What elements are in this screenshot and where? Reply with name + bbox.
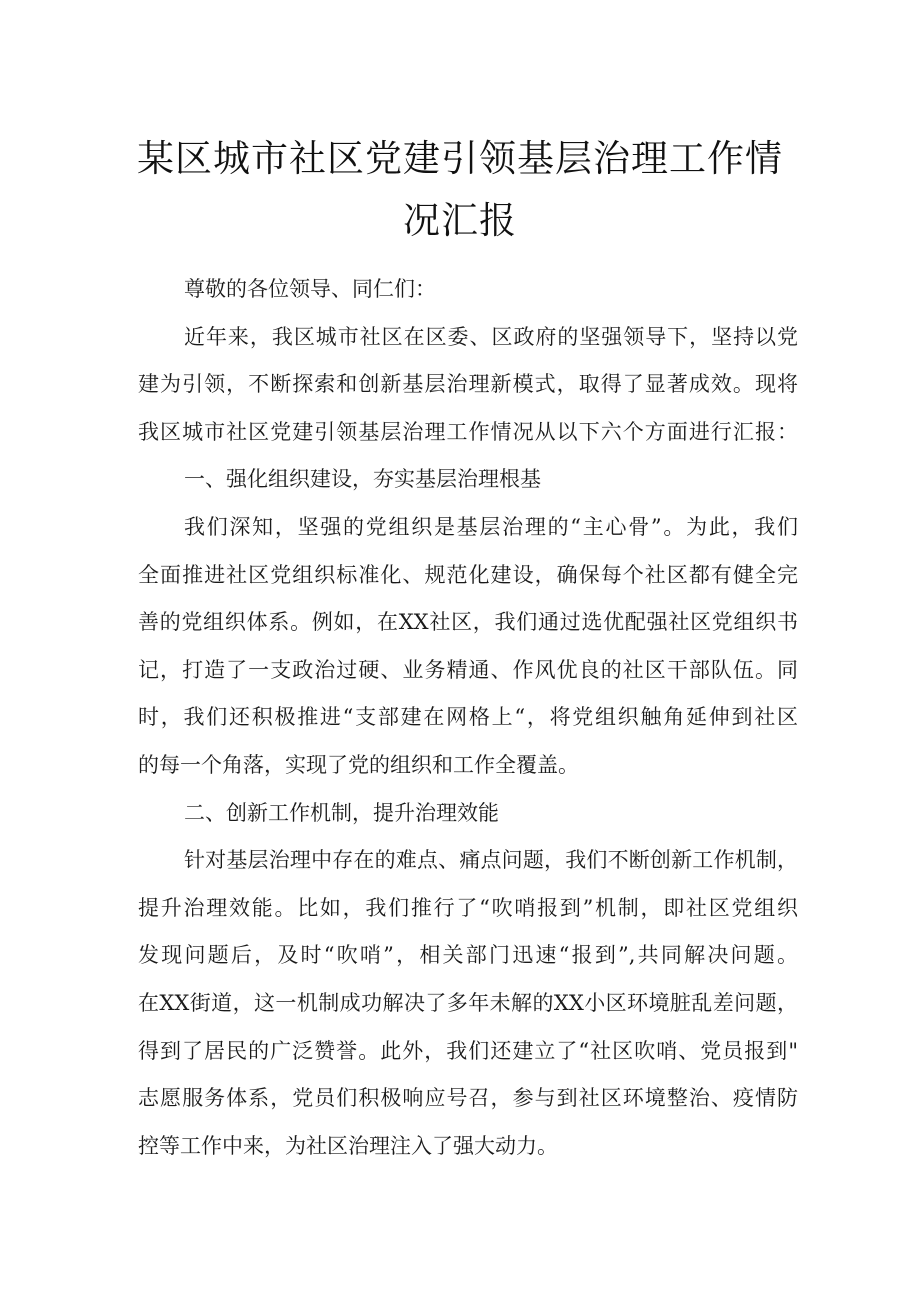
paragraph-line: 提升治理效能。比如，我们推行了“吹哨报到”机制，即社区党组织 (138, 895, 798, 920)
paragraph-line: 发现问题后，及时“吹哨”，相关部门迅速“报到”,共同解决问题。 (138, 943, 798, 968)
paragraph-line: 善的党组织体系。例如，在XX社区，我们通过选优配强社区党组织书 (138, 610, 798, 635)
paragraph-line: 记，打造了一支政治过硬、业务精通、作风优良的社区干部队伍。同 (138, 657, 798, 682)
paragraph-line: 近年来，我区城市社区在区委、区政府的坚强领导下，坚持以党 (184, 324, 798, 349)
salutation: 尊敬的各位领导、同仁们： (184, 277, 436, 301)
paragraph-line: 建为引领，不断探索和创新基层治理新模式，取得了显著成效。现将 (138, 372, 798, 397)
section-heading-2: 二、创新工作机制，提升治理效能 (184, 800, 499, 825)
paragraph-line: 得到了居民的广泛赞誉。此外，我们还建立了“社区吹哨、党员报到" (138, 1038, 798, 1063)
paragraph-line: 我们深知，坚强的党组织是基层治理的“主心骨”。为此，我们 (184, 514, 798, 539)
title-line-2: 况汇报 (403, 199, 517, 242)
paragraph-line: 在XX街道，这一机制成功解决了多年未解的XX小区环境脏乱差问题， (138, 990, 798, 1015)
paragraph-line: 全面推进社区党组织标准化、规范化建设，确保每个社区都有健全完 (138, 562, 798, 587)
section-heading-1: 一、强化组织建设，夯实基层治理根基 (184, 467, 541, 492)
paragraph-line: 的每一个角落，实现了党的组织和工作全覆盖。 (138, 752, 579, 777)
document-title (130, 128, 790, 252)
paragraph-line: 控等工作中来，为社区治理注入了强大动力。 (138, 1133, 558, 1158)
paragraph-line: 我区城市社区党建引领基层治理工作情况从以下六个方面进行汇报： (138, 419, 798, 444)
paragraph-line: 时，我们还积极推进“支部建在网格上“，将党组织触角延伸到社区 (138, 705, 798, 730)
paragraph-line: 志愿服务体系，党员们积极响应号召，参与到社区环境整治、疫情防 (138, 1086, 798, 1111)
paragraph-line: 针对基层治理中存在的难点、痛点问题，我们不断创新工作机制， (184, 848, 798, 873)
title-line-1: 某区城市社区党建引领基层治理工作情 (137, 137, 783, 180)
document-body (138, 266, 798, 1170)
